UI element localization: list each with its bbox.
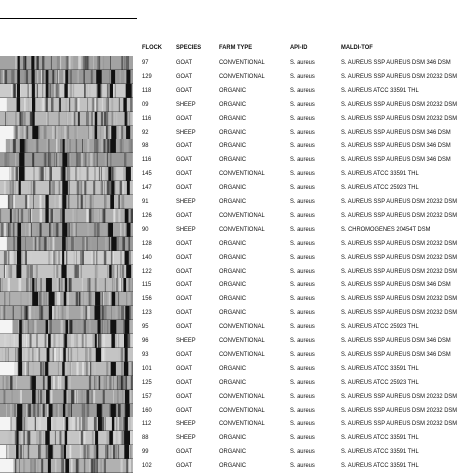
cell-api-id: S. aureus — [290, 114, 315, 122]
cell-flock: 95 — [142, 323, 149, 331]
table-row — [140, 168, 474, 182]
table-row — [140, 113, 474, 127]
cell-farm-type: ORGANIC — [219, 364, 247, 372]
table-row — [140, 57, 474, 71]
cell-api-id: S. aureus — [290, 350, 315, 358]
cell-api-id: S. aureus — [290, 267, 315, 275]
cell-maldi-tof: S. AUREUS ATCC 33591 THL — [341, 170, 419, 178]
gel-lane — [0, 98, 133, 112]
gel-lane — [0, 209, 133, 223]
cell-farm-type: ORGANIC — [219, 434, 247, 442]
cell-api-id: S. aureus — [290, 420, 315, 428]
gel-lane — [0, 445, 133, 459]
cell-farm-type: CONVENTIONAL — [219, 337, 265, 344]
table-row — [140, 307, 474, 321]
cell-species: GOAT — [176, 184, 192, 192]
table-row — [140, 363, 474, 377]
cell-flock: 90 — [142, 225, 149, 233]
cell-api-id: S. aureus — [290, 128, 315, 136]
cell-flock: 98 — [142, 142, 149, 150]
gel-image — [0, 56, 133, 474]
cell-species: GOAT — [176, 211, 192, 219]
gel-lane — [0, 417, 133, 431]
header-maldi-tof: MALDI-TOF — [341, 44, 373, 51]
cell-species: GOAT — [176, 253, 192, 261]
cell-flock: 96 — [142, 337, 149, 344]
cell-api-id: S. aureus — [290, 364, 315, 372]
cell-farm-type: ORGANIC — [219, 128, 247, 136]
cell-flock: 92 — [142, 128, 149, 136]
cell-maldi-tof: S. AUREUS SSP AUREUS DSM 346 DSM — [341, 128, 451, 136]
cell-farm-type: ORGANIC — [219, 86, 247, 94]
cell-flock: 97 — [142, 59, 149, 66]
cell-api-id: S. aureus — [290, 378, 315, 386]
header-species: SPECIES — [176, 44, 202, 51]
header-farm-type: FARM TYPE — [219, 44, 253, 51]
cell-flock: 128 — [142, 239, 152, 247]
gel-lane — [0, 126, 133, 140]
cell-species: GOAT — [176, 142, 192, 150]
table-row — [140, 182, 474, 196]
gel-lane — [0, 84, 133, 98]
cell-api-id: S. aureus — [290, 184, 315, 192]
cell-api-id: S. aureus — [290, 309, 315, 317]
cell-farm-type: CONVENTIONAL — [219, 392, 265, 400]
cell-species: SHEEP — [176, 198, 196, 205]
table-row — [140, 405, 474, 419]
table-row — [140, 196, 474, 210]
gel-lane — [0, 320, 133, 334]
cell-maldi-tof: S. AUREUS SSP AUREUS DSM 20232 DSM — [341, 267, 458, 275]
cell-maldi-tof: S. AUREUS SSP AUREUS DSM 346 DSM — [341, 59, 451, 66]
cell-maldi-tof: S. AUREUS SSP AUREUS DSM 346 DSM — [341, 156, 451, 164]
cell-flock: 145 — [142, 170, 152, 178]
table-row — [140, 391, 474, 405]
gel-lane — [0, 362, 133, 376]
gel-lane — [0, 56, 133, 70]
cell-api-id: S. aureus — [290, 448, 315, 456]
cell-species: GOAT — [176, 323, 192, 331]
cell-maldi-tof: S. CHROMOGENES 20454T DSM — [341, 225, 431, 233]
gel-lane — [0, 306, 133, 320]
gel-lane — [0, 431, 133, 445]
cell-flock: 116 — [142, 156, 152, 164]
cell-farm-type: ORGANIC — [219, 198, 247, 205]
table-row — [140, 210, 474, 224]
gel-lane — [0, 167, 133, 181]
cell-farm-type: ORGANIC — [219, 239, 247, 247]
table-row — [140, 266, 474, 280]
cell-api-id: S. aureus — [290, 225, 315, 233]
cell-maldi-tof: S. AUREUS SSP AUREUS DSM 346 DSM — [341, 350, 451, 358]
cell-farm-type: CONVENTIONAL — [219, 72, 265, 80]
cell-api-id: S. aureus — [290, 281, 315, 289]
header-flock: FLOCK — [142, 44, 162, 51]
cell-flock: 123 — [142, 309, 152, 317]
cell-farm-type: ORGANIC — [219, 295, 247, 303]
gel-lane — [0, 265, 133, 279]
table-row — [140, 224, 474, 238]
cell-api-id: S. aureus — [290, 198, 315, 205]
top-rule — [0, 18, 137, 19]
cell-api-id: S. aureus — [290, 100, 315, 108]
cell-farm-type: ORGANIC — [219, 253, 247, 261]
cell-species: GOAT — [176, 462, 192, 470]
gel-lane — [0, 334, 133, 348]
cell-flock: 140 — [142, 253, 152, 261]
cell-flock: 99 — [142, 448, 149, 456]
table-row — [140, 140, 474, 154]
cell-maldi-tof: S. AUREUS SSP AUREUS DSM 20232 DSM — [341, 72, 458, 80]
cell-flock: 09 — [142, 100, 149, 108]
cell-flock: 88 — [142, 434, 149, 442]
cell-api-id: S. aureus — [290, 253, 315, 261]
cell-maldi-tof: S. AUREUS ATCC 33591 THL — [341, 448, 419, 456]
cell-species: GOAT — [176, 392, 192, 400]
cell-farm-type: ORGANIC — [219, 142, 247, 150]
table-row — [140, 71, 474, 85]
gel-lane — [0, 223, 133, 237]
cell-farm-type: ORGANIC — [219, 378, 247, 386]
gel-lane — [0, 112, 133, 126]
table-row — [140, 279, 474, 293]
cell-maldi-tof: S. AUREUS SSP AUREUS DSM 20232 DSM — [341, 309, 458, 317]
cell-farm-type: CONVENTIONAL — [219, 170, 265, 178]
gel-lane — [0, 376, 133, 390]
cell-maldi-tof: S. AUREUS SSP AUREUS DSM 20232 DSM — [341, 114, 458, 122]
cell-maldi-tof: S. AUREUS ATCC 25923 THL — [341, 378, 419, 386]
gel-lane — [0, 348, 133, 362]
cell-flock: 91 — [142, 198, 149, 205]
table-row — [140, 335, 474, 349]
cell-maldi-tof: S. AUREUS ATCC 25923 THL — [341, 184, 419, 192]
cell-farm-type: ORGANIC — [219, 462, 247, 470]
cell-maldi-tof: S. AUREUS SSP AUREUS DSM 20232 DSM — [341, 420, 458, 428]
cell-flock: 126 — [142, 211, 152, 219]
cell-species: GOAT — [176, 86, 192, 94]
table-row — [140, 99, 474, 113]
cell-maldi-tof: S. AUREUS SSP AUREUS DSM 20232 DSM — [341, 211, 458, 219]
cell-farm-type: ORGANIC — [219, 184, 247, 192]
cell-flock: 115 — [142, 281, 152, 289]
gel-lane — [0, 390, 133, 404]
cell-api-id: S. aureus — [290, 337, 315, 344]
cell-flock: 147 — [142, 184, 152, 192]
cell-farm-type: ORGANIC — [219, 267, 247, 275]
cell-api-id: S. aureus — [290, 59, 315, 66]
table-row — [140, 252, 474, 266]
cell-api-id: S. aureus — [290, 211, 315, 219]
table-row — [140, 293, 474, 307]
gel-lane — [0, 153, 133, 167]
cell-species: GOAT — [176, 295, 192, 303]
cell-farm-type: CONVENTIONAL — [219, 350, 265, 358]
cell-flock: 93 — [142, 350, 149, 358]
gel-lane — [0, 139, 133, 153]
cell-species: GOAT — [176, 281, 192, 289]
cell-api-id: S. aureus — [290, 323, 315, 331]
cell-species: GOAT — [176, 72, 192, 80]
cell-maldi-tof: S. AUREUS SSP AUREUS DSM 346 DSM — [341, 337, 451, 344]
cell-farm-type: ORGANIC — [219, 281, 247, 289]
gel-lane — [0, 70, 133, 84]
gel-lane — [0, 278, 133, 292]
cell-flock: 116 — [142, 114, 152, 122]
cell-maldi-tof: S. AUREUS SSP AUREUS DSM 20232 DSM — [341, 295, 458, 303]
cell-maldi-tof: S. AUREUS ATCC 25923 THL — [341, 323, 419, 331]
cell-species: SHEEP — [176, 100, 196, 108]
gel-lane — [0, 195, 133, 209]
cell-api-id: S. aureus — [290, 406, 315, 414]
cell-maldi-tof: S. AUREUS SSP AUREUS DSM 20232 DSM — [341, 392, 458, 400]
cell-flock: 122 — [142, 267, 152, 275]
cell-flock: 160 — [142, 406, 152, 414]
table-row — [140, 127, 474, 141]
cell-api-id: S. aureus — [290, 86, 315, 94]
table-row — [140, 432, 474, 446]
cell-farm-type: ORGANIC — [219, 114, 247, 122]
cell-flock: 157 — [142, 392, 152, 400]
cell-api-id: S. aureus — [290, 462, 315, 470]
table-row — [140, 154, 474, 168]
header-api-id: API-ID — [290, 44, 308, 51]
cell-maldi-tof: S. AUREUS SSP AUREUS DSM 20232 DSM — [341, 239, 458, 247]
cell-farm-type: ORGANIC — [219, 448, 247, 456]
cell-species: GOAT — [176, 267, 192, 275]
cell-species: GOAT — [176, 378, 192, 386]
gel-lane — [0, 251, 133, 265]
gel-lane — [0, 237, 133, 251]
cell-flock: 118 — [142, 86, 152, 94]
cell-species: GOAT — [176, 364, 192, 372]
cell-api-id: S. aureus — [290, 156, 315, 164]
cell-maldi-tof: S. AUREUS SSP AUREUS DSM 20232 DSM — [341, 406, 458, 414]
cell-farm-type: ORGANIC — [219, 309, 247, 317]
cell-maldi-tof: S. AUREUS SSP AUREUS DSM 346 DSM — [341, 281, 451, 289]
table-row — [140, 460, 474, 474]
cell-maldi-tof: S. AUREUS ATCC 33591 THL — [341, 86, 419, 94]
cell-maldi-tof: S. AUREUS SSP AUREUS DSM 20232 DSM — [341, 253, 458, 261]
cell-farm-type: CONVENTIONAL — [219, 323, 265, 331]
cell-farm-type: CONVENTIONAL — [219, 225, 265, 233]
table-row — [140, 418, 474, 432]
cell-api-id: S. aureus — [290, 142, 315, 150]
cell-farm-type: ORGANIC — [219, 156, 247, 164]
table-row — [140, 349, 474, 363]
cell-species: SHEEP — [176, 225, 196, 233]
cell-api-id: S. aureus — [290, 434, 315, 442]
cell-flock: 129 — [142, 72, 152, 80]
cell-species: SHEEP — [176, 128, 196, 136]
cell-api-id: S. aureus — [290, 392, 315, 400]
cell-flock: 102 — [142, 462, 152, 470]
cell-maldi-tof: S. AUREUS SSP AUREUS DSM 20232 DSM — [341, 100, 458, 108]
gel-lane — [0, 404, 133, 418]
cell-species: GOAT — [176, 239, 192, 247]
cell-maldi-tof: S. AUREUS ATCC 33591 THL — [341, 364, 419, 372]
cell-api-id: S. aureus — [290, 295, 315, 303]
cell-api-id: S. aureus — [290, 239, 315, 247]
cell-maldi-tof: S. AUREUS ATCC 33591 THL — [341, 434, 419, 442]
cell-species: SHEEP — [176, 420, 196, 428]
cell-species: GOAT — [176, 448, 192, 456]
cell-farm-type: CONVENTIONAL — [219, 420, 265, 428]
cell-species: GOAT — [176, 170, 192, 178]
cell-species: GOAT — [176, 309, 192, 317]
table-row — [140, 238, 474, 252]
cell-farm-type: CONVENTIONAL — [219, 59, 265, 66]
cell-flock: 112 — [142, 420, 152, 428]
cell-species: GOAT — [176, 156, 192, 164]
cell-species: GOAT — [176, 114, 192, 122]
cell-api-id: S. aureus — [290, 170, 315, 178]
cell-species: GOAT — [176, 350, 192, 358]
cell-maldi-tof: S. AUREUS SSP AUREUS DSM 20232 DSM — [341, 198, 458, 205]
cell-flock: 101 — [142, 364, 152, 372]
cell-species: GOAT — [176, 406, 192, 414]
cell-species: GOAT — [176, 59, 192, 66]
cell-species: SHEEP — [176, 337, 196, 344]
cell-flock: 125 — [142, 378, 152, 386]
cell-farm-type: ORGANIC — [219, 100, 247, 108]
table-row — [140, 377, 474, 391]
cell-flock: 156 — [142, 295, 152, 303]
cell-maldi-tof: S. AUREUS ATCC 33591 THL — [341, 462, 419, 470]
cell-farm-type: CONVENTIONAL — [219, 406, 265, 414]
table-row — [140, 446, 474, 460]
cell-farm-type: CONVENTIONAL — [219, 211, 265, 219]
gel-lane — [0, 181, 133, 195]
table-row — [140, 85, 474, 99]
cell-maldi-tof: S. AUREUS SSP AUREUS DSM 346 DSM — [341, 142, 451, 150]
cell-api-id: S. aureus — [290, 72, 315, 80]
gel-lane — [0, 292, 133, 306]
table-row — [140, 321, 474, 335]
cell-species: SHEEP — [176, 434, 196, 442]
gel-lane — [0, 459, 133, 473]
